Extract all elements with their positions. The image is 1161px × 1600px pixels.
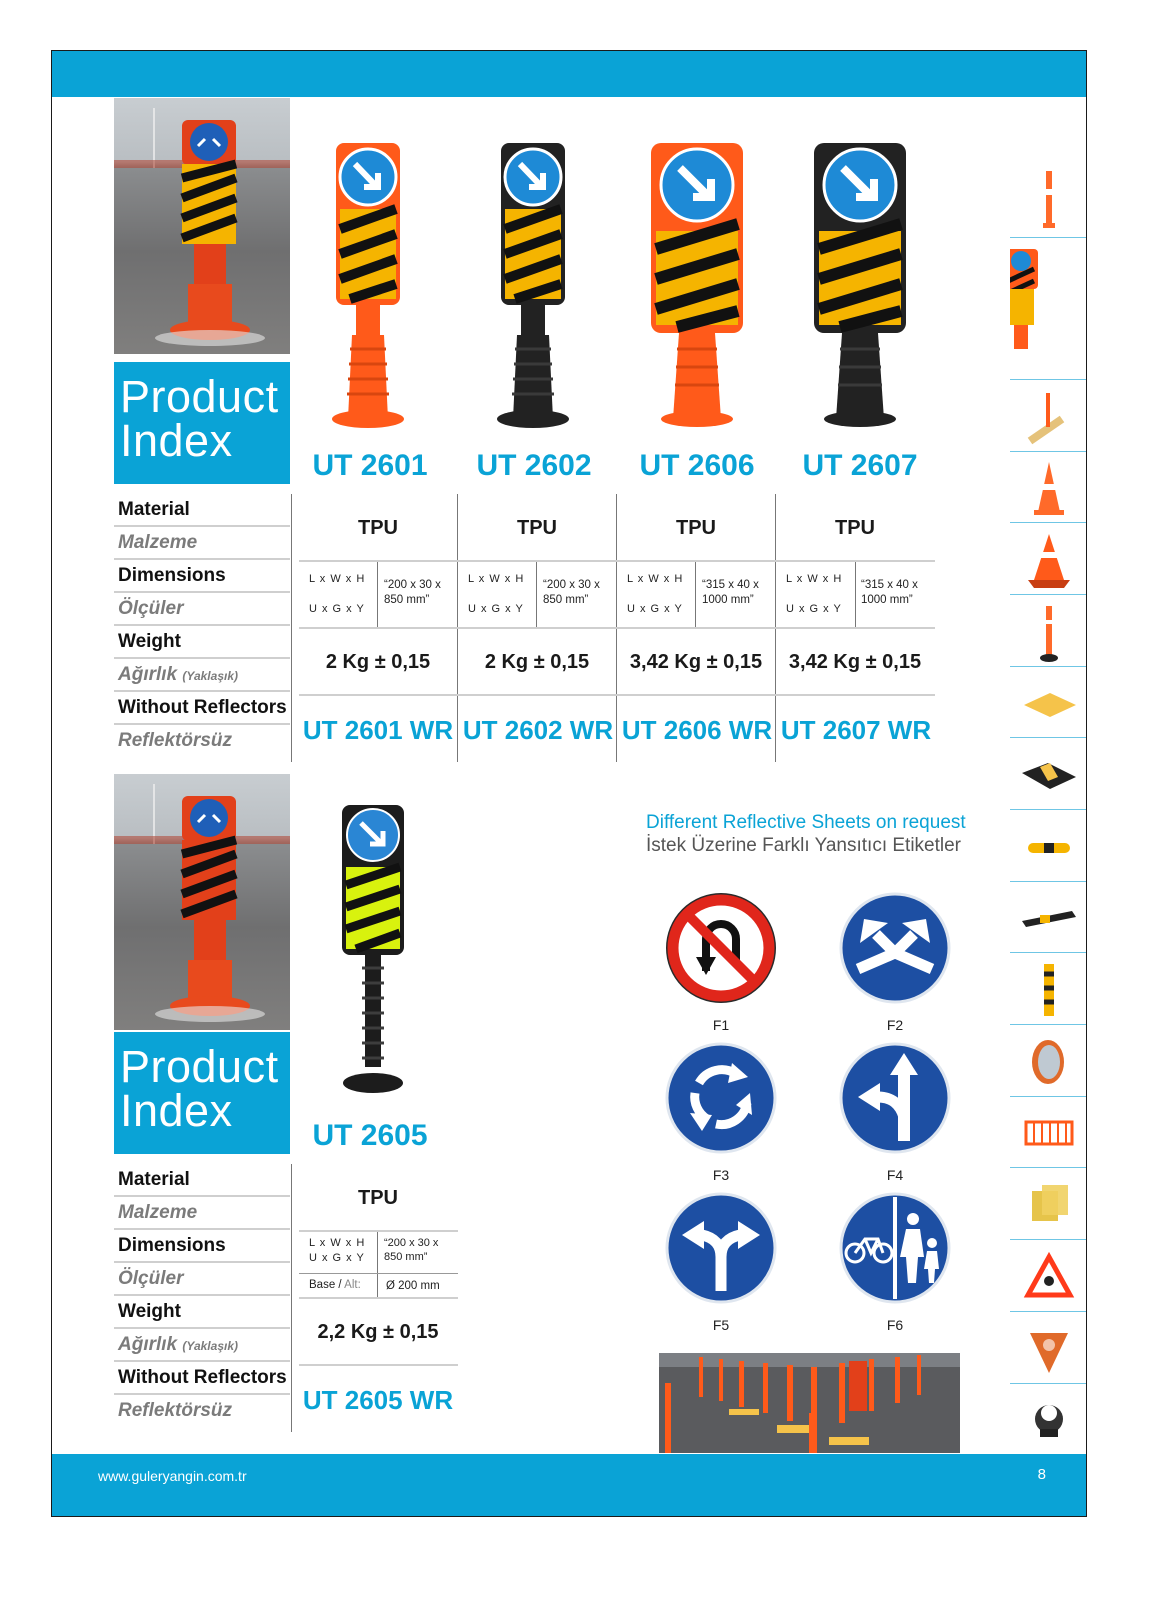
divider xyxy=(299,1364,458,1366)
model-ut2605: UT 2605 xyxy=(312,1119,428,1152)
divider xyxy=(299,694,935,696)
sidebar-warning-sign-icon xyxy=(1010,1245,1087,1309)
divider xyxy=(695,561,696,627)
sidebar-column-guard-icon xyxy=(1010,958,1087,1022)
sidebar-barrier-icon xyxy=(1010,1102,1087,1166)
model-ut2606: UT 2606 xyxy=(639,449,755,482)
spec-labels-top xyxy=(114,494,290,758)
sidebar-divider xyxy=(1010,1311,1087,1312)
label-dimensions: Dimensions xyxy=(114,1230,290,1263)
sidebar-divider xyxy=(1010,1024,1087,1025)
footer-url[interactable]: www.guleryangin.com.tr xyxy=(98,1468,247,1484)
wr-ut2607: UT 2607 WR xyxy=(780,715,932,745)
divider xyxy=(299,1297,458,1299)
sidebar-delineator-icon xyxy=(1010,241,1087,356)
label-malzeme: Malzeme xyxy=(114,527,290,560)
product-image-ut2607 xyxy=(810,139,920,429)
sidebar-divider xyxy=(1010,737,1087,738)
dim-label-en: L x W x H xyxy=(309,1237,366,1249)
sidebar-divider xyxy=(1010,1096,1087,1097)
sidebar-lamp-icon xyxy=(1010,1389,1087,1453)
dim-label-en: L x W x H xyxy=(627,573,684,585)
label-without-reflectors: Without Reflectors xyxy=(114,692,290,725)
divider xyxy=(855,561,856,627)
index-title-line2: Index xyxy=(120,415,233,466)
product-index-box-bottom xyxy=(114,1032,290,1154)
wr-ut2601: UT 2601 WR xyxy=(302,715,454,745)
sidebar-divider xyxy=(1010,379,1087,380)
sidebar-wheel-stop-icon xyxy=(1010,887,1087,951)
dim-label-tr: U x G x Y xyxy=(786,603,842,615)
divider xyxy=(299,1230,458,1232)
sign-label-f5: F5 xyxy=(712,1317,730,1333)
sign-label-f3: F3 xyxy=(712,1167,730,1183)
dim-label-en: L x W x H xyxy=(468,573,525,585)
sign-label-f4: F4 xyxy=(886,1167,904,1183)
sidebar-tactile-tiles-icon xyxy=(1010,1173,1087,1237)
label-weight: Weight xyxy=(114,1296,290,1329)
sign-label-f1: F1 xyxy=(712,1017,730,1033)
dim-value-ut2601: “200 x 30 x 850 mm” xyxy=(384,579,441,606)
dim-value-ut2607: “315 x 40 x 1000 mm” xyxy=(861,579,918,606)
sign-label-f6: F6 xyxy=(886,1317,904,1333)
weight-ut2607: 3,42 Kg ± 0,15 xyxy=(788,651,922,673)
dim-value-ut2605: “200 x 30 x 850 mm” xyxy=(384,1237,439,1263)
page-number: 8 xyxy=(1037,1466,1046,1483)
dim-value-ut2602: “200 x 30 x 850 mm” xyxy=(543,579,600,606)
catalog-page xyxy=(51,50,1087,1517)
dim-label-tr: U x G x Y xyxy=(309,1252,365,1264)
model-ut2602: UT 2602 xyxy=(476,449,592,482)
model-ut2607: UT 2607 xyxy=(802,449,918,482)
reflective-sheets-note xyxy=(646,811,986,857)
index-title-line1: Product xyxy=(120,1041,279,1092)
application-photo xyxy=(659,1353,960,1453)
product-photo-bottom xyxy=(114,774,290,1030)
label-material: Material xyxy=(114,494,290,527)
product-index-box-top xyxy=(114,362,290,484)
divider xyxy=(377,1231,378,1297)
dim-label-tr: U x G x Y xyxy=(309,603,365,615)
weight-ut2601: 2 Kg ± 0,15 xyxy=(325,651,431,673)
sidebar-divider xyxy=(1010,666,1087,667)
spec-labels-bottom xyxy=(114,1164,290,1428)
product-image-ut2606 xyxy=(647,139,757,429)
sidebar-divider xyxy=(1010,237,1087,238)
material-ut2601: TPU xyxy=(358,517,398,539)
wr-ut2605: UT 2605 WR xyxy=(302,1385,454,1415)
material-ut2602: TPU xyxy=(517,517,557,539)
dim-value-ut2606: “315 x 40 x 1000 mm” xyxy=(702,579,759,606)
index-title-line2: Index xyxy=(120,1085,233,1136)
base-value: Ø 200 mm xyxy=(386,1280,440,1292)
divider xyxy=(291,494,292,762)
sidebar-corner-guard-icon xyxy=(1010,1317,1087,1381)
label-reflektorsuz: Reflektörsüz xyxy=(118,730,233,751)
sidebar-speed-bump-icon xyxy=(1010,671,1087,735)
product-photo-top xyxy=(114,98,290,354)
material-ut2605: TPU xyxy=(358,1187,398,1209)
weight-ut2605: 2,2 Kg ± 0,15 xyxy=(317,1321,439,1343)
label-weight: Weight xyxy=(114,626,290,659)
sidebar-lane-separator-icon xyxy=(1010,385,1087,449)
left-or-straight-icon xyxy=(838,1041,952,1155)
sidebar-divider xyxy=(1010,1167,1087,1168)
label-olculer: Ölçüler xyxy=(114,593,290,626)
product-image-ut2602 xyxy=(487,139,587,429)
index-title-line1: Product xyxy=(120,371,279,422)
sidebar-divider xyxy=(1010,881,1087,882)
reflective-note-en: Different Reflective Sheets on request xyxy=(646,812,966,833)
roundabout-icon xyxy=(664,1041,778,1155)
wr-ut2602: UT 2602 WR xyxy=(462,715,614,745)
material-ut2606: TPU xyxy=(676,517,716,539)
split-arrows-icon xyxy=(838,891,952,1005)
reflective-note-tr: İstek Üzerine Farklı Yansıtıcı Etiketler xyxy=(646,835,962,856)
sign-label-f2: F2 xyxy=(886,1017,904,1033)
label-material: Material xyxy=(114,1164,290,1197)
divider xyxy=(377,561,378,627)
sidebar-divider xyxy=(1010,522,1087,523)
sidebar-divider xyxy=(1010,1239,1087,1240)
footer-bar xyxy=(52,1454,1086,1516)
no-u-turn-icon xyxy=(664,891,778,1005)
divider xyxy=(291,1164,292,1432)
sidebar-rubber-bump-icon xyxy=(1010,743,1087,807)
sidebar-cone-icon xyxy=(1010,456,1087,520)
sidebar-cone-large-icon xyxy=(1010,528,1087,592)
sidebar-divider xyxy=(1010,1383,1087,1384)
sidebar-divider xyxy=(1010,594,1087,595)
divider xyxy=(299,627,935,629)
material-ut2607: TPU xyxy=(835,517,875,539)
sidebar-parking-stop-icon xyxy=(1010,815,1087,879)
dim-label-tr: U x G x Y xyxy=(627,603,683,615)
dim-label-en: L x W x H xyxy=(309,573,366,585)
base-label: Base / Alt: xyxy=(309,1279,361,1291)
label-reflektorsuz: Reflektörsüz xyxy=(118,1400,233,1421)
dim-label-en: L x W x H xyxy=(786,573,843,585)
left-or-right-icon xyxy=(664,1191,778,1305)
label-agirlik: Ağırlık (Yaklaşık) xyxy=(114,659,290,692)
top-bar xyxy=(52,51,1086,97)
divider xyxy=(299,560,935,562)
bike-pedestrian-icon xyxy=(838,1191,952,1305)
sidebar-bollard-icon xyxy=(1010,161,1087,236)
wr-ut2606: UT 2606 WR xyxy=(621,715,773,745)
product-image-ut2605 xyxy=(334,803,414,1103)
divider xyxy=(536,561,537,627)
label-dimensions: Dimensions xyxy=(114,560,290,593)
label-without-reflectors: Without Reflectors xyxy=(114,1362,290,1395)
weight-ut2606: 3,42 Kg ± 0,15 xyxy=(629,651,763,673)
product-image-ut2601 xyxy=(322,139,422,429)
weight-ut2602: 2 Kg ± 0,15 xyxy=(484,651,590,673)
divider xyxy=(299,1273,458,1274)
label-olculer: Ölçüler xyxy=(114,1263,290,1296)
sidebar-divider xyxy=(1010,451,1087,452)
sidebar-post-icon xyxy=(1010,600,1087,664)
dim-label-tr: U x G x Y xyxy=(468,603,524,615)
sidebar-divider xyxy=(1010,952,1087,953)
model-ut2601: UT 2601 xyxy=(312,449,428,482)
sidebar-divider xyxy=(1010,809,1087,810)
label-agirlik: Ağırlık (Yaklaşık) xyxy=(114,1329,290,1362)
sidebar-mirror-icon xyxy=(1010,1030,1087,1094)
label-malzeme: Malzeme xyxy=(114,1197,290,1230)
